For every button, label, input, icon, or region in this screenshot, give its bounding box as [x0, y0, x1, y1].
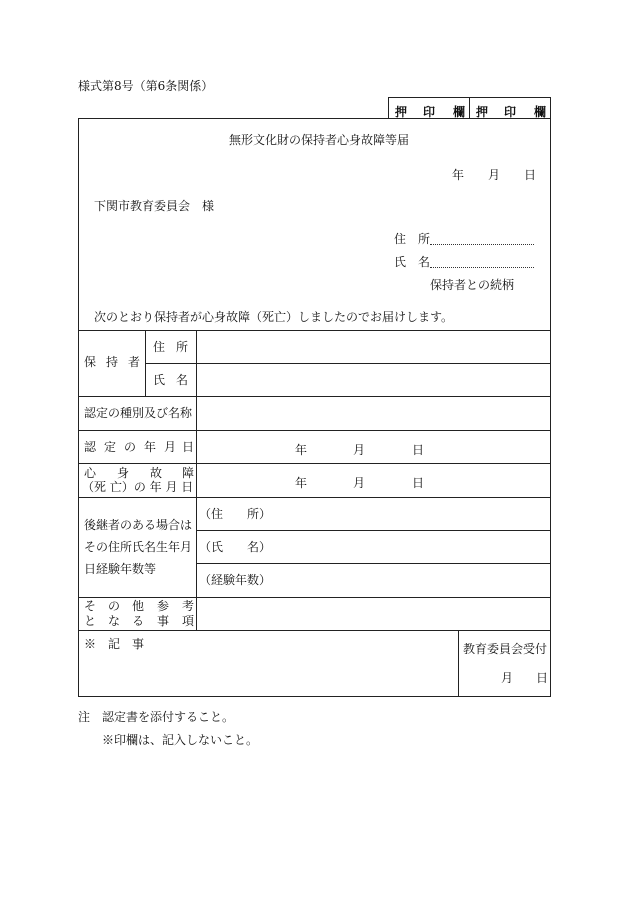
stamp-box-1[interactable]: 押 印 欄 — [388, 97, 470, 119]
illness-label: 心 身 故 障 （死 亡）の 年 月 日 — [82, 466, 195, 494]
date-line[interactable] — [0, 166, 630, 180]
cert-type-field[interactable] — [197, 397, 551, 430]
cert-date-field[interactable]: 年 月 日 — [295, 443, 425, 457]
notes-label: ※ 記 事 — [84, 637, 145, 651]
form-number: 様式第8号（第6条関係） — [78, 79, 214, 93]
notes-field[interactable] — [79, 631, 458, 696]
cert-date-label: 認 定 の 年 月 日 — [84, 440, 195, 454]
applicant-name-label-1: 氏 — [394, 255, 407, 269]
successor-label-line-3: 日経験年数等 — [84, 562, 157, 576]
footnote-stamp: ※印欄は、記入しないこと。 — [102, 733, 259, 747]
applicant-address-field[interactable] — [430, 244, 534, 245]
successor-experience-label: （経験年数） — [199, 573, 272, 587]
receipt-label: 教育委員会受付 — [463, 642, 548, 656]
successor-name-label: （氏 名） — [199, 540, 272, 554]
successor-label-line-1: 後継者のある場合は — [84, 518, 193, 532]
holder-name-field[interactable] — [197, 364, 551, 396]
stamp-box-2[interactable]: 押 印 欄 — [469, 97, 551, 119]
applicant-address-label-1: 住 — [394, 232, 407, 246]
successor-experience-field[interactable] — [197, 564, 551, 597]
other-remarks-field[interactable] — [197, 598, 551, 630]
holder-address-field[interactable] — [197, 331, 551, 363]
statement: 次のとおり保持者が心身故障（死亡）しましたのでお届けします。 — [94, 310, 454, 324]
applicant-name-label-2: 名 — [418, 255, 431, 269]
successor-address-field[interactable] — [197, 498, 551, 530]
applicant-name-field[interactable] — [430, 267, 534, 268]
holder-address-label: 住 所 — [153, 340, 189, 354]
stamp-label-1: 押 — [395, 105, 408, 119]
stamp-label-2: 押 — [476, 105, 489, 119]
year-label: 年 — [452, 168, 465, 182]
other-remarks-label: そ の 他 参 考 と な る 事 項 — [84, 599, 195, 628]
form-title: 無形文化財の保持者心身故障等届 — [229, 133, 410, 147]
footnote-attach: 注 認定書を添付すること。 — [78, 710, 235, 724]
month-label: 月 — [488, 168, 501, 182]
cert-type-label: 認定の種別及び名称 — [84, 406, 193, 420]
successor-name-field[interactable] — [197, 531, 551, 563]
day-label: 日 — [524, 168, 537, 182]
holder-label: 保 持 者 — [84, 355, 141, 369]
successor-address-label: （住 所） — [199, 507, 272, 521]
addressee: 下関市教育委員会 様 — [94, 199, 215, 213]
illness-date-field[interactable]: 年 月 日 — [295, 476, 425, 490]
holder-name-label: 氏 名 — [153, 373, 189, 387]
successor-label-line-2: その住所氏名生年月 — [84, 540, 193, 554]
relation-label: 保持者との続柄 — [430, 278, 515, 292]
applicant-address-label-2: 所 — [418, 232, 431, 246]
receipt-date[interactable]: 月 日 — [501, 671, 549, 685]
